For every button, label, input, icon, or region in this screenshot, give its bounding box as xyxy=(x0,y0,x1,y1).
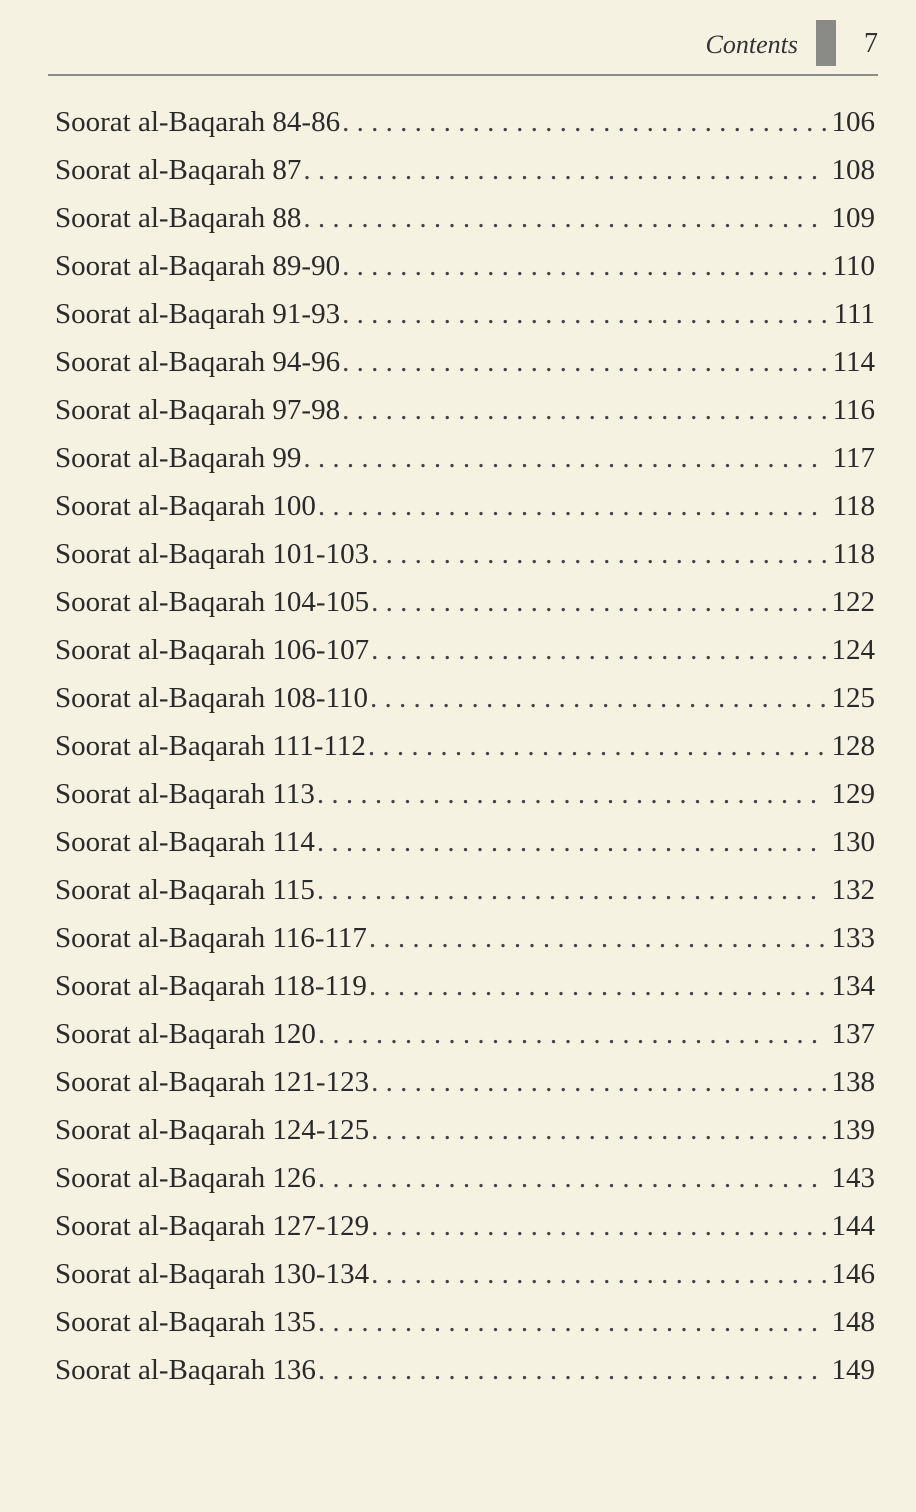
toc-entry xyxy=(55,482,875,530)
toc-entry xyxy=(55,1010,875,1058)
toc-entry-page-number: 132 xyxy=(831,874,875,906)
toc-entry-title: Soorat al-Baqarah 100 xyxy=(55,490,316,522)
toc-entry-title: Soorat al-Baqarah 127-129 xyxy=(55,1210,370,1242)
toc-entry-title: Soorat al-Baqarah 116-117 xyxy=(55,922,367,954)
dot-leader xyxy=(303,194,825,242)
header-bar-decoration xyxy=(816,20,836,66)
dot-leader xyxy=(369,962,826,1010)
dot-leader xyxy=(342,290,828,338)
toc-entry xyxy=(55,770,875,818)
toc-entry-page-number: 144 xyxy=(831,1210,875,1242)
dot-leader xyxy=(342,386,826,434)
dot-leader xyxy=(342,242,826,290)
toc-entry-title: Soorat al-Baqarah 120 xyxy=(55,1018,316,1050)
dot-leader xyxy=(371,530,826,578)
dot-leader xyxy=(368,722,826,770)
dot-leader xyxy=(318,1346,826,1394)
toc-entry-page-number: 133 xyxy=(831,922,875,954)
toc-entry-title: Soorat al-Baqarah 84-86 xyxy=(55,106,341,138)
toc-entry xyxy=(55,1202,875,1250)
table-of-contents xyxy=(55,98,875,1394)
dot-leader xyxy=(317,770,826,818)
toc-entry xyxy=(55,626,875,674)
toc-entry-page-number: 122 xyxy=(831,586,875,618)
toc-entry-title: Soorat al-Baqarah 91-93 xyxy=(55,298,341,330)
dot-leader xyxy=(371,1250,825,1298)
toc-entry xyxy=(55,1058,875,1106)
toc-entry xyxy=(55,962,875,1010)
toc-entry xyxy=(55,1346,875,1394)
toc-entry xyxy=(55,386,875,434)
toc-entry-page-number: 139 xyxy=(831,1114,875,1146)
dot-leader xyxy=(318,1010,826,1058)
toc-entry xyxy=(55,146,875,194)
dot-leader xyxy=(371,1106,825,1154)
toc-entry-title: Soorat al-Baqarah 126 xyxy=(55,1162,316,1194)
toc-entry-title: Soorat al-Baqarah 115 xyxy=(55,874,315,906)
page-number: 7 xyxy=(864,28,878,59)
toc-entry xyxy=(55,1154,875,1202)
toc-entry-page-number: 116 xyxy=(832,394,875,426)
toc-entry-page-number: 128 xyxy=(831,730,875,762)
toc-entry xyxy=(55,1106,875,1154)
page-header xyxy=(0,0,916,80)
dot-leader xyxy=(342,338,826,386)
toc-entry xyxy=(55,818,875,866)
toc-entry xyxy=(55,914,875,962)
toc-entry-page-number: 149 xyxy=(831,1354,875,1386)
toc-entry-page-number: 117 xyxy=(832,442,875,474)
toc-entry xyxy=(55,578,875,626)
toc-entry-page-number: 106 xyxy=(831,106,875,138)
dot-leader xyxy=(371,1058,825,1106)
dot-leader xyxy=(370,674,826,722)
toc-entry xyxy=(55,290,875,338)
toc-entry-page-number: 148 xyxy=(831,1306,875,1338)
toc-entry xyxy=(55,530,875,578)
toc-entry-page-number: 110 xyxy=(832,250,875,282)
toc-entry-page-number: 125 xyxy=(831,682,875,714)
toc-entry-title: Soorat al-Baqarah 88 xyxy=(55,202,302,234)
toc-entry-page-number: 118 xyxy=(832,490,875,522)
toc-entry-title: Soorat al-Baqarah 104-105 xyxy=(55,586,370,618)
toc-entry-title: Soorat al-Baqarah 99 xyxy=(55,442,302,474)
toc-entry xyxy=(55,98,875,146)
dot-leader xyxy=(303,434,826,482)
toc-entry-title: Soorat al-Baqarah 106-107 xyxy=(55,634,370,666)
toc-entry xyxy=(55,674,875,722)
toc-entry-page-number: 143 xyxy=(831,1162,875,1194)
dot-leader xyxy=(371,578,825,626)
toc-entry-page-number: 118 xyxy=(832,538,875,570)
toc-entry-title: Soorat al-Baqarah 124-125 xyxy=(55,1114,370,1146)
toc-entry-page-number: 124 xyxy=(831,634,875,666)
toc-entry-page-number: 114 xyxy=(832,346,875,378)
dot-leader xyxy=(318,1298,826,1346)
toc-entry-page-number: 138 xyxy=(831,1066,875,1098)
toc-entry-title: Soorat al-Baqarah 135 xyxy=(55,1306,316,1338)
toc-entry-title: Soorat al-Baqarah 113 xyxy=(55,778,315,810)
toc-entry-title: Soorat al-Baqarah 121-123 xyxy=(55,1066,370,1098)
dot-leader xyxy=(317,866,826,914)
toc-entry xyxy=(55,434,875,482)
toc-entry xyxy=(55,866,875,914)
toc-entry-page-number: 137 xyxy=(831,1018,875,1050)
toc-entry-title: Soorat al-Baqarah 111-112 xyxy=(55,730,366,762)
toc-entry-title: Soorat al-Baqarah 136 xyxy=(55,1354,316,1386)
toc-entry xyxy=(55,194,875,242)
toc-entry-title: Soorat al-Baqarah 89-90 xyxy=(55,250,341,282)
toc-entry-title: Soorat al-Baqarah 87 xyxy=(55,154,302,186)
dot-leader xyxy=(318,482,827,530)
toc-entry-title: Soorat al-Baqarah 130-134 xyxy=(55,1258,370,1290)
dot-leader xyxy=(318,1154,826,1202)
toc-entry xyxy=(55,242,875,290)
toc-entry-title: Soorat al-Baqarah 94-96 xyxy=(55,346,341,378)
dot-leader xyxy=(317,818,826,866)
toc-entry-page-number: 146 xyxy=(831,1258,875,1290)
toc-entry-title: Soorat al-Baqarah 97-98 xyxy=(55,394,341,426)
toc-entry-title: Soorat al-Baqarah 118-119 xyxy=(55,970,367,1002)
running-title: Contents xyxy=(705,30,798,59)
header-rule xyxy=(48,74,878,76)
toc-entry-title: Soorat al-Baqarah 114 xyxy=(55,826,315,858)
toc-entry xyxy=(55,1298,875,1346)
dot-leader xyxy=(369,914,826,962)
dot-leader xyxy=(342,98,825,146)
toc-entry-page-number: 129 xyxy=(831,778,875,810)
toc-entry-page-number: 134 xyxy=(831,970,875,1002)
dot-leader xyxy=(371,1202,825,1250)
toc-entry-page-number: 108 xyxy=(831,154,875,186)
dot-leader xyxy=(303,146,825,194)
toc-entry-page-number: 109 xyxy=(831,202,875,234)
toc-entry-title: Soorat al-Baqarah 108-110 xyxy=(55,682,368,714)
toc-entry-title: Soorat al-Baqarah 101-103 xyxy=(55,538,370,570)
toc-entry xyxy=(55,338,875,386)
dot-leader xyxy=(371,626,825,674)
toc-entry-page-number: 130 xyxy=(831,826,875,858)
toc-entry xyxy=(55,722,875,770)
toc-entry-page-number: 111 xyxy=(833,298,875,330)
toc-entry xyxy=(55,1250,875,1298)
